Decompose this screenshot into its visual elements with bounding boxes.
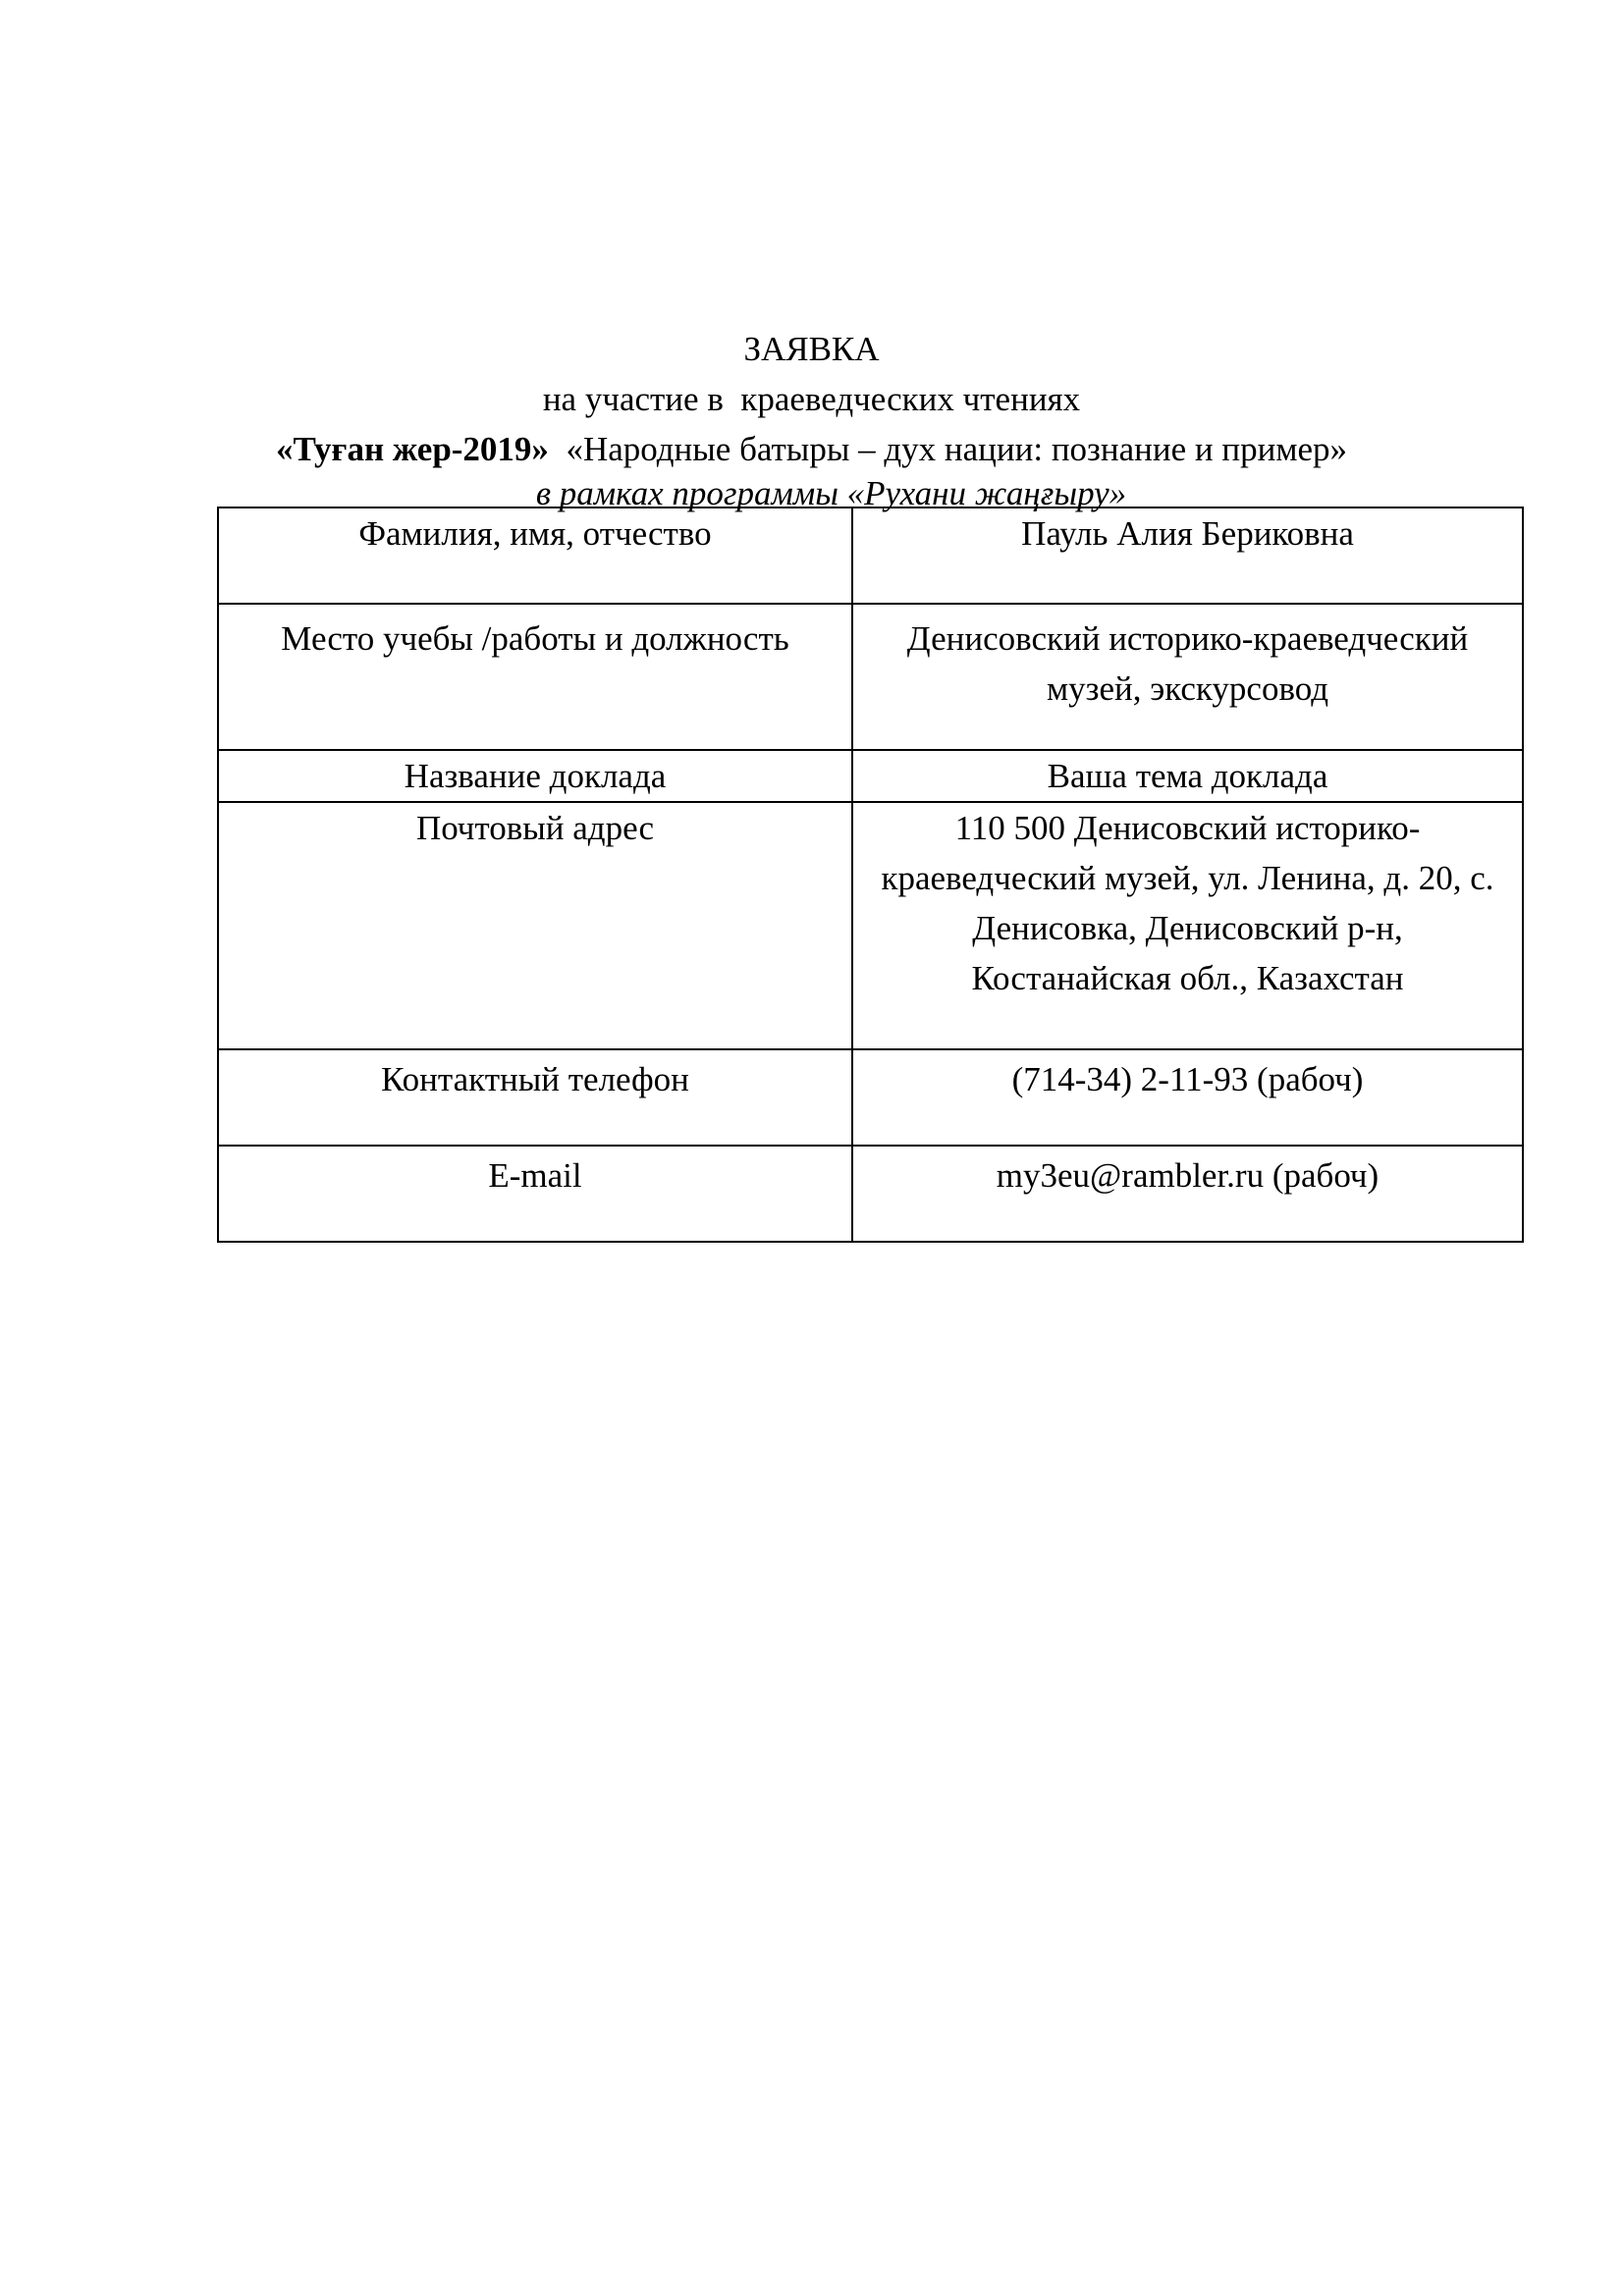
contact-phone-value: (714-34) 2-11-93 (рабоч) <box>852 1049 1523 1146</box>
report-title-label: Название доклада <box>218 750 852 802</box>
table-row-report-title <box>218 750 1523 802</box>
contact-phone-label: Контактный телефон <box>218 1049 852 1146</box>
event-name: «Туған жер-2019» <box>275 430 549 468</box>
table-row-email <box>218 1146 1523 1242</box>
event-title-line <box>0 424 1623 474</box>
workplace-value: Денисовский историко-краеведческий музей, экскурсовод <box>852 604 1523 750</box>
report-title-value: Ваша тема доклада <box>852 750 1523 802</box>
workplace-label: Место учебы /работы и должность <box>218 604 852 750</box>
table-row-postal-address <box>218 802 1523 1049</box>
document-title: ЗАЯВКА <box>743 330 880 368</box>
postal-address-label: Почтовый адрес <box>218 802 852 1049</box>
application-form-table <box>217 507 1524 1243</box>
full-name-label: Фамилия, имя, отчество <box>218 507 852 604</box>
postal-address-value: 110 500 Денисовский историко-краеведческий музей, ул. Ленина, д. 20, с. Денисовка, Денисовский р-н, Костанайская обл., Казахстан <box>852 802 1523 1049</box>
table-row-full-name <box>218 507 1523 604</box>
program-line: в рамках программы «Рухани жаңғыру» <box>535 474 1127 512</box>
document-header <box>0 324 1623 513</box>
table-row-workplace <box>218 604 1523 750</box>
full-name-value: Пауль Алия Бериковна <box>852 507 1523 604</box>
event-theme: «Народные батыры – дух нации: познание и пример» <box>566 430 1348 468</box>
email-label: E-mail <box>218 1146 852 1242</box>
table-row-contact-phone <box>218 1049 1523 1146</box>
document-subtitle: на участие в краеведческих чтениях <box>542 380 1081 418</box>
email-value: my3eu@rambler.ru (рабоч) <box>852 1146 1523 1242</box>
